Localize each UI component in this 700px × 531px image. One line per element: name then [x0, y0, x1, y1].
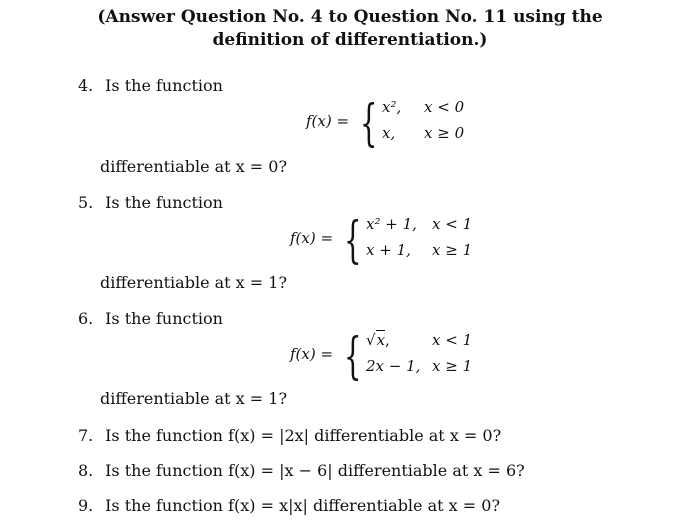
- question-text: Is the function f(x) = x|x| differentiable at x = 0?: [105, 496, 501, 515]
- case-2-condition: x ≥ 0: [424, 124, 465, 142]
- left-brace: {: [344, 211, 362, 269]
- case-2-expression: x + 1,: [366, 241, 411, 259]
- question-9: [78, 496, 500, 515]
- question-4-tail: differentiable at x = 0?: [100, 157, 288, 176]
- formula-lhs: f(x) =: [306, 112, 350, 130]
- case-2-condition: x ≥ 1: [432, 357, 473, 375]
- question-text: Is the function f(x) = |x − 6| differentiable at x = 6?: [105, 461, 525, 480]
- question-5-intro: [78, 193, 223, 212]
- case-2-expression: x,: [382, 124, 396, 142]
- question-7: [78, 426, 501, 445]
- question-text: Is the function: [105, 76, 223, 95]
- question-number: 9.: [78, 496, 94, 515]
- question-4-intro: [78, 76, 223, 95]
- question-8: [78, 461, 525, 480]
- case-1-expression: x²,: [382, 98, 402, 116]
- case-1-condition: x < 1: [432, 331, 473, 349]
- instructions-line-2: definition of differentiation.): [212, 30, 488, 50]
- question-text: Is the function f(x) = |2x| differentiable at x = 0?: [105, 426, 502, 445]
- question-6-intro: [78, 309, 223, 328]
- question-5-tail: differentiable at x = 1?: [100, 273, 288, 292]
- case-1-condition: x < 1: [432, 215, 473, 233]
- instructions-line-1: (Answer Question No. 4 to Question No. 11 using the: [97, 7, 603, 27]
- formula-lhs: f(x) =: [290, 229, 334, 247]
- question-number: 6.: [78, 309, 94, 328]
- instructions-header: [0, 6, 700, 52]
- formula-lhs: f(x) =: [290, 345, 334, 363]
- question-number: 8.: [78, 461, 94, 480]
- question-number: 5.: [78, 193, 94, 212]
- case-1-comma: ,: [385, 331, 390, 349]
- question-text: Is the function: [105, 193, 223, 212]
- case-1-expression: [366, 331, 390, 349]
- left-brace: {: [360, 94, 378, 152]
- left-brace: {: [344, 327, 362, 385]
- case-2-expression: 2x − 1,: [366, 357, 421, 375]
- case-2-condition: x ≥ 1: [432, 241, 473, 259]
- question-number: 7.: [78, 426, 94, 445]
- question-number: 4.: [78, 76, 94, 95]
- case-1-condition: x < 0: [424, 98, 465, 116]
- sqrt-radicand: x: [376, 331, 386, 349]
- question-text: Is the function: [105, 309, 223, 328]
- sqrt-symbol: √: [366, 331, 376, 349]
- question-6-tail: differentiable at x = 1?: [100, 389, 288, 408]
- case-1-expression: x² + 1,: [366, 215, 417, 233]
